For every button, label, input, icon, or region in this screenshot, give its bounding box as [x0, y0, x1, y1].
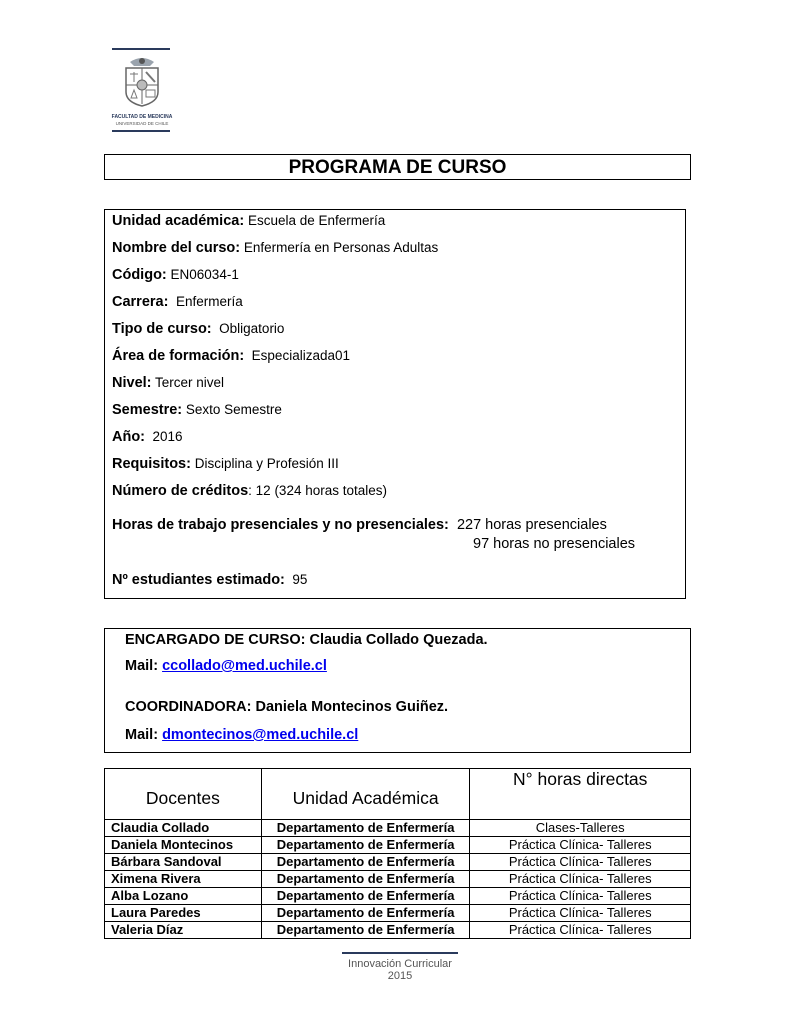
horas-cell: Práctica Clínica- Talleres [470, 871, 691, 888]
field-tipo: Tipo de curso: Obligatorio [112, 321, 285, 337]
horas-cell: Práctica Clínica- Talleres [470, 905, 691, 922]
docente-cell: Ximena Rivera [105, 871, 262, 888]
docente-cell: Bárbara Sandoval [105, 854, 262, 871]
encargado-label: ENCARGADO DE CURSO: Claudia Collado Quezada. [125, 632, 488, 648]
field-carrera: Carrera: Enfermería [112, 294, 243, 310]
unidad-cell: Departamento de Enfermería [261, 854, 470, 871]
table-row [105, 871, 691, 888]
footer-line2: 2015 [387, 970, 413, 982]
field-creditos: Número de créditos: 12 (324 horas totales) [112, 483, 388, 499]
field-horas: Horas de trabajo presenciales y no presenciales: 227 horas presenciales [112, 517, 607, 533]
header-unidad: Unidad Académica [261, 769, 470, 820]
course-info-box [104, 209, 686, 599]
footer [340, 952, 460, 982]
docente-cell: Laura Paredes [105, 905, 262, 922]
field-horas-no-presenciales: 97 horas no presenciales [473, 536, 636, 552]
header-docentes: Docentes [105, 769, 262, 820]
coordinadora-mail: Mail: dmontecinos@med.uchile.cl [125, 727, 359, 743]
table-header-row [105, 769, 691, 820]
horas-cell: Práctica Clínica- Talleres [470, 854, 691, 871]
docente-cell: Alba Lozano [105, 888, 262, 905]
table-row [105, 837, 691, 854]
field-unidad: Unidad académica: Escuela de Enfermería [112, 213, 386, 229]
field-estudiantes: Nº estudiantes estimado: 95 [112, 572, 308, 588]
unidad-cell: Departamento de Enfermería [261, 820, 470, 837]
header-horas: N° horas directas [470, 769, 691, 820]
coordinadora-label: COORDINADORA: Daniela Montecinos Guiñez. [125, 699, 449, 715]
course-staff-box [104, 628, 691, 753]
field-codigo: Código: EN06034-1 [112, 267, 239, 283]
unidad-cell: Departamento de Enfermería [261, 905, 470, 922]
table-row [105, 922, 691, 939]
logo-university-text: UNIVERSIDAD DE CHILE [115, 121, 169, 126]
docentes-table [104, 768, 691, 939]
encargado-mail: Mail: ccollado@med.uchile.cl [125, 658, 327, 674]
page-title: PROGRAMA DE CURSO [104, 154, 691, 180]
table-row [105, 888, 691, 905]
docente-cell: Daniela Montecinos [105, 837, 262, 854]
coordinadora-mail-link[interactable]: dmontecinos@med.uchile.cl [162, 727, 359, 743]
field-semestre: Semestre: Sexto Semestre [112, 402, 282, 418]
horas-cell: Práctica Clínica- Talleres [470, 888, 691, 905]
horas-cell: Clases-Talleres [470, 820, 691, 837]
logo-faculty-text: FACULTAD DE MEDICINA [111, 114, 173, 120]
table-row [105, 854, 691, 871]
unidad-cell: Departamento de Enfermería [261, 871, 470, 888]
footer-line1: Innovación Curricular [348, 958, 452, 970]
field-requisitos: Requisitos: Disciplina y Profesión III [112, 456, 339, 472]
horas-cell: Práctica Clínica- Talleres [470, 922, 691, 939]
docente-cell: Claudia Collado [105, 820, 262, 837]
field-area: Área de formación: Especializada01 [112, 348, 350, 364]
university-logo [110, 48, 174, 138]
field-nivel: Nivel: Tercer nivel [112, 375, 225, 391]
unidad-cell: Departamento de Enfermería [261, 837, 470, 854]
horas-cell: Práctica Clínica- Talleres [470, 837, 691, 854]
encargado-mail-link[interactable]: ccollado@med.uchile.cl [162, 658, 327, 674]
unidad-cell: Departamento de Enfermería [261, 888, 470, 905]
table-row [105, 820, 691, 837]
footer-divider [342, 952, 458, 954]
crest-icon [120, 54, 164, 108]
table-row [105, 905, 691, 922]
docente-cell: Valeria Díaz [105, 922, 262, 939]
unidad-cell: Departamento de Enfermería [261, 922, 470, 939]
field-ano: Año: 2016 [112, 429, 183, 445]
field-nombre: Nombre del curso: Enfermería en Personas Adultas [112, 240, 439, 256]
